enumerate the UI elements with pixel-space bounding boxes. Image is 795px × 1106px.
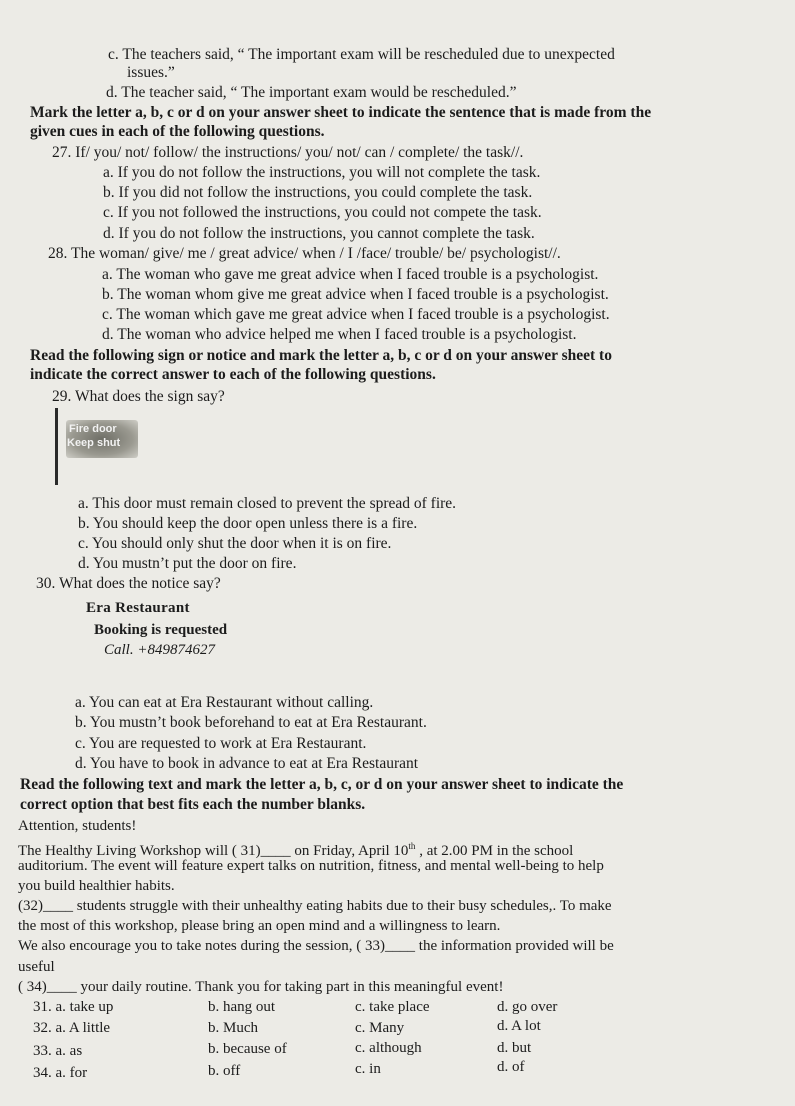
answer-34-b: b. off xyxy=(208,1063,241,1079)
answer-33-d: d. but xyxy=(497,1040,532,1056)
q29-option-b: b. You should keep the door open unless there is a fire. xyxy=(78,515,418,532)
option-c-line1: c. The teachers said, “ The important exam will be rescheduled due to unexpected xyxy=(108,46,615,63)
q30-option-d: d. You have to book in advance to eat at Era Restaurant xyxy=(75,755,419,772)
answer-34-d: d. of xyxy=(497,1059,525,1075)
section-mark-line1: Mark the letter a, b, c or d on your answer sheet to indicate the sentence that is made from the xyxy=(30,104,652,121)
q30-stem: 30. What does the notice say? xyxy=(36,575,221,592)
answer-34-a: 34. a. for xyxy=(33,1065,88,1081)
option-c-line2: issues.” xyxy=(127,64,175,81)
q27-stem: 27. If/ you/ not/ follow/ the instructions/ you/ not/ can / complete/ the task//. xyxy=(52,144,524,161)
answer-31-c: c. take place xyxy=(355,999,430,1015)
answer-31-a: 31. a. take up xyxy=(33,999,114,1015)
answer-34-c: c. in xyxy=(355,1061,381,1077)
passage-p4-line1: ( 34)____ your daily routine. Thank you for taking part in this meaningful event! xyxy=(18,979,504,995)
notice-phone: Call. +849874627 xyxy=(104,642,215,658)
passage-p1-line3: you build healthier habits. xyxy=(18,878,175,894)
q27-option-b: b. If you did not follow the instructions, you could complete the task. xyxy=(103,184,533,201)
answer-32-c: c. Many xyxy=(355,1020,405,1036)
section-text-line2: correct option that best fits each the number blanks. xyxy=(20,796,366,813)
passage-p3-line2: useful xyxy=(18,959,55,975)
q29-option-c: c. You should only shut the door when it is on fire. xyxy=(78,535,392,552)
q30-option-c: c. You are requested to work at Era Restaurant. xyxy=(75,735,367,752)
answer-33-a: 33. a. as xyxy=(33,1043,83,1059)
q27-option-d: d. If you do not follow the instructions, you cannot complete the task. xyxy=(103,225,535,242)
answer-32-a: 32. a. A little xyxy=(33,1020,111,1036)
q28-stem: 28. The woman/ give/ me / great advice/ when / I /face/ trouble/ be/ psychologist//. xyxy=(48,245,561,262)
q28-option-a: a. The woman who gave me great advice when I faced trouble is a psychologist. xyxy=(102,266,599,283)
section-text-line1: Read the following text and mark the letter a, b, c, or d on your answer sheet to indicate the xyxy=(20,776,624,793)
passage-greeting: Attention, students! xyxy=(18,818,137,834)
q30-option-a: a. You can eat at Era Restaurant without calling. xyxy=(75,694,374,711)
q29-stem: 29. What does the sign say? xyxy=(52,388,225,405)
section-read-line2: indicate the correct answer to each of the following questions. xyxy=(30,366,436,383)
sign-text-line1: Fire door xyxy=(69,423,117,435)
sign-text-line2: Keep shut xyxy=(67,437,121,449)
section-read-line1: Read the following sign or notice and mark the letter a, b, c or d on your answer sheet to xyxy=(30,347,612,364)
q29-option-d: d. You mustn’t put the door on fire. xyxy=(78,555,297,572)
q30-option-b: b. You mustn’t book beforehand to eat at Era Restaurant. xyxy=(75,714,427,731)
notice-title: Era Restaurant xyxy=(86,600,190,616)
answer-31-b: b. hang out xyxy=(208,999,276,1015)
answer-32-b: b. Much xyxy=(208,1020,258,1036)
section-mark-line2: given cues in each of the following questions. xyxy=(30,123,325,140)
passage-p2-line2: the most of this workshop, please bring an open mind and a willingness to learn. xyxy=(18,918,501,934)
passage-p1-line1: The Healthy Living Workshop will ( 31)____ on Friday, April 10th , at 2.00 PM in the school xyxy=(18,841,574,859)
answer-31-d: d. go over xyxy=(497,999,558,1015)
q28-option-d: d. The woman who advice helped me when I faced trouble is a psychologist. xyxy=(102,326,577,343)
option-d: d. The teacher said, “ The important exam would be rescheduled.” xyxy=(106,84,517,101)
notice-booking: Booking is requested xyxy=(94,622,228,638)
answer-32-d: d. A lot xyxy=(497,1018,541,1034)
passage-p3-line1: We also encourage you to take notes during the session, ( 33)____ the information provided will be xyxy=(18,938,614,954)
q27-option-a: a. If you do not follow the instructions, you will not complete the task. xyxy=(103,164,541,181)
q29-option-a: a. This door must remain closed to prevent the spread of fire. xyxy=(78,495,457,512)
answer-33-c: c. although xyxy=(355,1040,422,1056)
q28-option-c: c. The woman which gave me great advice when I faced trouble is a psychologist. xyxy=(102,306,610,323)
passage-p2-line1: (32)____ students struggle with their unhealthy eating habits due to their busy schedules,. To make xyxy=(18,898,612,914)
answer-33-b: b. because of xyxy=(208,1041,287,1057)
sign-frame xyxy=(55,408,58,485)
q28-option-b: b. The woman whom give me great advice when I faced trouble is a psychologist. xyxy=(102,286,609,303)
q27-option-c: c. If you not followed the instructions, you could not compete the task. xyxy=(103,204,542,221)
passage-p1-line2: auditorium. The event will feature expert talks on nutrition, fitness, and mental well-being to help xyxy=(18,858,604,874)
